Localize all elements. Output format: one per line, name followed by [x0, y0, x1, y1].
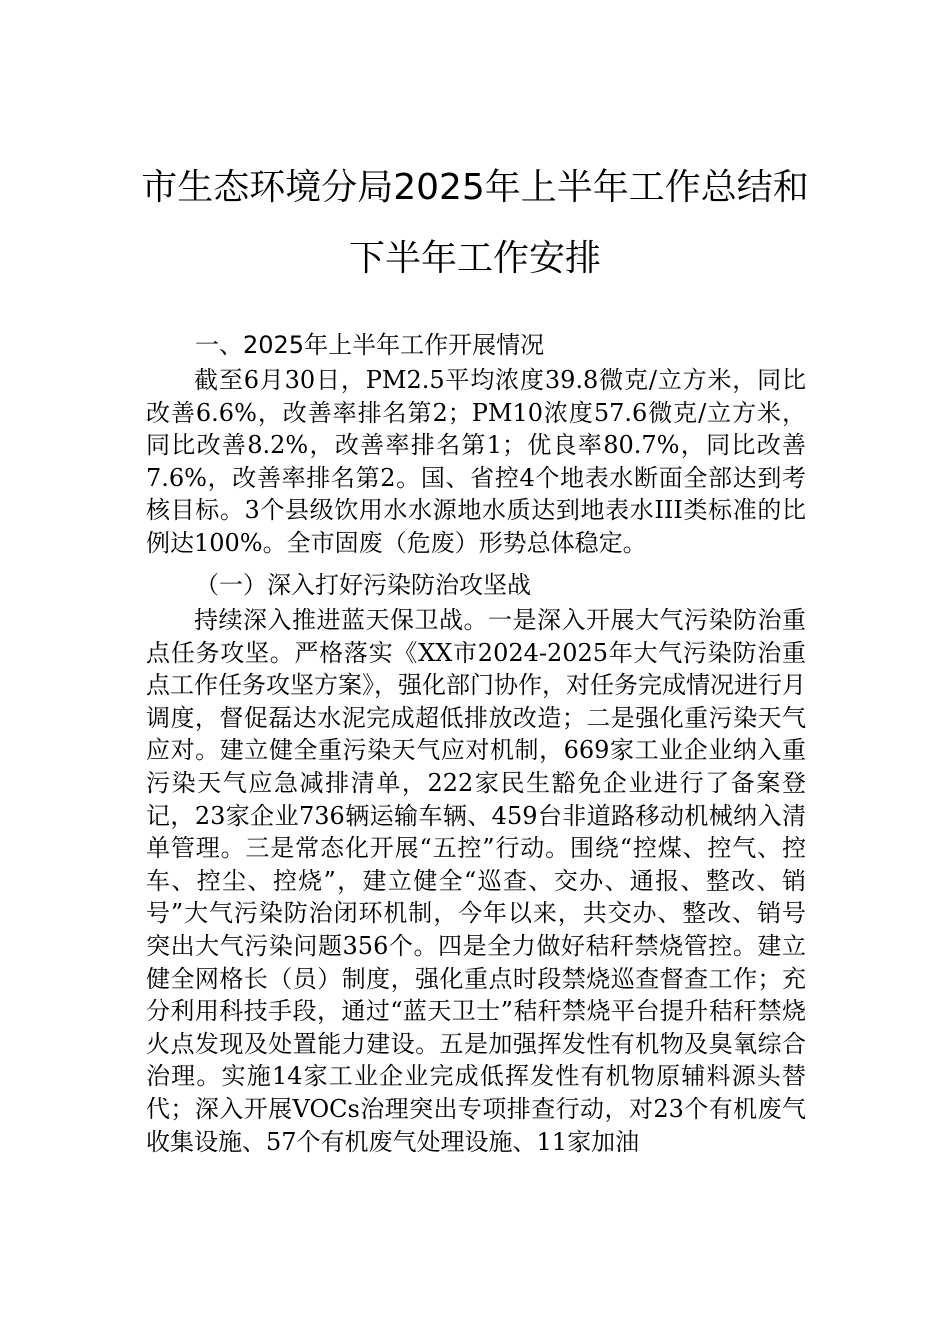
subsection-paragraph: 持续深入推进蓝天保卫战。一是深入开展大气污染防治重点任务攻坚。严格落实《XX市2024-2025年大气污染防治重点工作任务攻坚方案》，强化部门协作，对任务完成情况进行月调度，督促磊达水泥完成超低排放改造；二是强化重污染天气应对。建立健全重污染天气应对机制，669家工业企业纳入重污染天气应急减排清单，222家民生豁免企业进行了备案登记，23家企业736辆运输车辆、459台非道路移动机械纳入清单管理。三是常态化开展“五控”行动。围绕“控煤、控气、控车、控尘、控烧”，建立健全“巡查、交办、通报、整改、销号”大气污染防治闭环机制，今年以来，共交办、整改、销号突出大气污染问题356个。四是全力做好秸秆禁烧管控。建立健全网格长（员）制度，强化重点时段禁烧巡查督查工作；充分利用科技手段，通过“蓝天卫士”秸秆禁烧平台提升秸秆禁烧火点发现及处置能力建设。五是加强挥发性有机物及臭氧综合治理。实施14家工业企业完成低挥发性有机物原辅料源头替代；深入开展VOCs治理突出专项排查行动，对23个有机废气收集设施、57个有机废气处理设施、11家加油: [146, 606, 806, 1156]
document-title-line-1: 市生态环境分局2025年上半年工作总结和: [141, 167, 809, 208]
section-heading: 一、2025年上半年工作开展情况: [195, 331, 545, 359]
document-title-line-2: 下半年工作安排: [348, 238, 601, 279]
section-paragraph: 截至6月30日，PM2.5平均浓度39.8微克/立方米，同比改善6.6%，改善率排名第2；PM10浓度57.6微克/立方米，同比改善8.2%，改善率排名第1；优良率80.7%，同比改善7.6%，改善率排名第2。国、省控4个地表水断面全部达到考核目标。3个县级饮用水水源地水质达到地表水III类标准的比例达100%。全市固废（危废）形势总体稳定。: [146, 366, 806, 557]
subsection-heading: （一）深入打好污染防治攻坚战: [195, 571, 531, 599]
